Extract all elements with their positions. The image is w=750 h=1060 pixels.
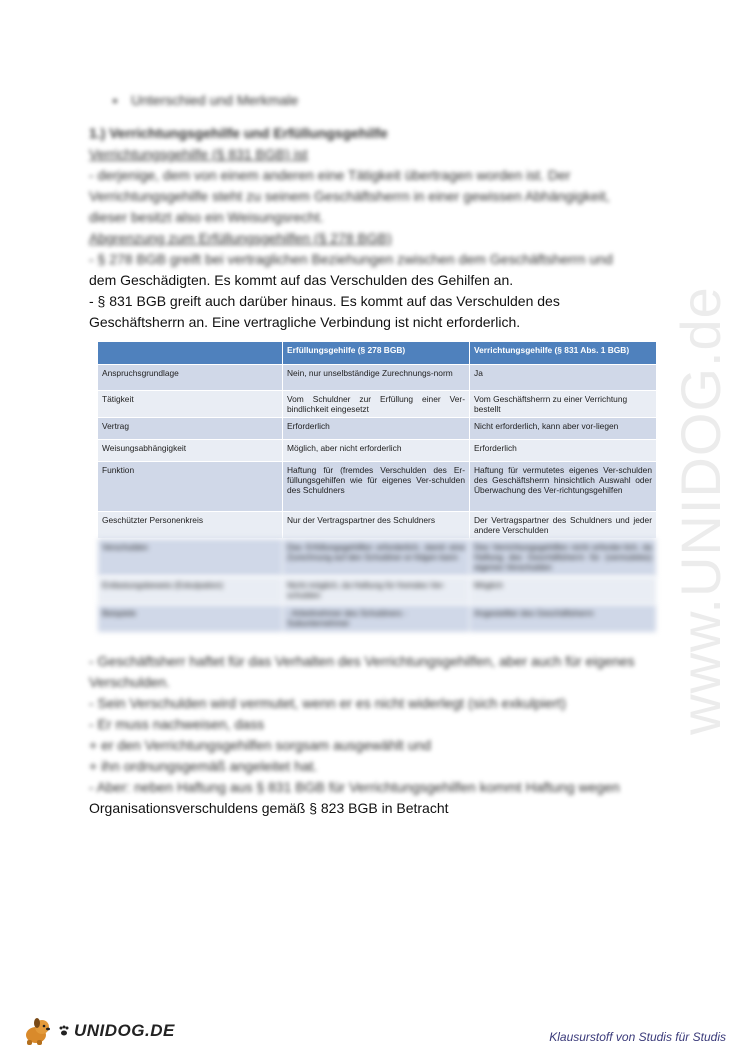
subheading-abgrenzung: Abgrenzung zum Erfüllungsgehilfen (§ 278 BGB) [89, 230, 392, 246]
table-cell: Nicht erforderlich, kann aber vor-liegen [470, 418, 657, 440]
table-cell: Tätigkeit [98, 391, 283, 418]
paragraph-line: - derjenige, dem von einem anderen eine Tätigkeit übertragen worden ist. Der [89, 167, 571, 183]
table-header-cell [98, 342, 283, 365]
bullet-text: Unterschied und Merkmale [131, 92, 299, 108]
table-cell: Beispiele [98, 605, 283, 633]
table-cell: Vom Geschäftsherrn zu einer Verrichtung bestellt [470, 391, 657, 418]
table-row [98, 577, 657, 605]
paragraph-line: - § 278 BGB greift bei vertraglichen Beziehungen zwischen dem Geschäftsherrn und [89, 251, 613, 267]
table-cell: Nur der Vertragspartner des Schuldners [283, 512, 470, 539]
table-header-cell: Verrichtungsgehilfe (§ 831 Abs. 1 BGB) [470, 342, 657, 365]
table-header-row [98, 342, 657, 365]
paragraph-line: - Er muss nachweisen, dass [89, 716, 265, 732]
table-cell: Möglich, aber nicht erforderlich [283, 440, 470, 462]
table-row [98, 418, 657, 440]
table-cell: Nicht möglich, da Haftung für fremdes Ver-schulden [283, 577, 470, 605]
table-cell: Des Verrichtungsgehilfen nicht erforder-lich, da Haftung des Geschäftsherrn für (vermutetes) eigenes Verschulden [470, 539, 657, 577]
table-cell: Ja [470, 365, 657, 391]
table-row [98, 462, 657, 512]
table-cell: Entlastungsbeweis (Exkulpation) [98, 577, 283, 605]
subheading-verrichtungsgehilfe: Verrichtungsgehilfe (§ 831 BGB) ist [89, 146, 308, 162]
paragraph-line: Verrichtungsgehilfe steht zu seinem Geschäftsherrn in einer gewissen Abhängigkeit, [89, 188, 610, 204]
paragraph-line: dem Geschädigten. Es kommt auf das Verschulden des Gehilfen an. [89, 272, 514, 288]
paragraph-line: Organisationsverschuldens gemäß § 823 BGB in Betracht [89, 800, 449, 816]
table-cell: Geschützter Personenkreis [98, 512, 283, 539]
comparison-table [97, 341, 657, 633]
table-row [98, 391, 657, 418]
table-cell: Verschulden [98, 539, 283, 577]
table-cell: Funktion [98, 462, 283, 512]
bullet-item [113, 92, 298, 108]
table-cell: Erforderlich [283, 418, 470, 440]
table-cell: Möglich [470, 577, 657, 605]
table-cell: Nein, nur unselbständige Zurechnungs-norm [283, 365, 470, 391]
paragraph-line: Verschulden. [89, 674, 170, 690]
watermark-text: www.UNIDOG.de [668, 285, 732, 735]
section-heading: 1.) Verrichtungsgehilfe und Erfüllungsgehilfe [89, 125, 388, 141]
table-row [98, 512, 657, 539]
table-row [98, 605, 657, 633]
paragraph-line: - Aber: neben Haftung aus § 831 BGB für Verrichtungsgehilfen kommt Haftung wegen [89, 779, 620, 795]
table-row [98, 539, 657, 577]
table-cell: Vom Schuldner zur Erfüllung einer Ver-bindlichkeit eingesetzt [283, 391, 470, 418]
table-cell: Haftung für vermutetes eigenes Ver-schulden des Geschäftsherrn hinsichtlich Auswahl oder Überwachung des Ver-richtungsgehilfen [470, 462, 657, 512]
unidog-logo[interactable] [22, 1016, 175, 1046]
paragraph-line: - Sein Verschulden wird vermutet, wenn er es nicht widerlegt (sich exkulpiert) [89, 695, 566, 711]
bullet-dot-icon [113, 99, 117, 103]
paw-icon [58, 1025, 70, 1037]
paragraph-line: - Geschäftsherr haftet für das Verhalten des Verrichtungsgehilfen, aber auch für eigenes [89, 653, 635, 669]
dog-mascot-icon [22, 1016, 56, 1046]
table-cell: Weisungsabhängigkeit [98, 440, 283, 462]
table-header-cell: Erfüllungsgehilfe (§ 278 BGB) [283, 342, 470, 365]
table-row [98, 365, 657, 391]
table-cell: Haftung für (fremdes Verschulden des Er-füllungsgehilfen wie für eigenes Ver-schulden des Schuldners [283, 462, 470, 512]
table-cell: Anspruchsgrundlage [98, 365, 283, 391]
table-row [98, 440, 657, 462]
watermark [655, 280, 745, 740]
paragraph-line: Geschäftsherrn an. Eine vertragliche Verbindung ist nicht erforderlich. [89, 314, 521, 330]
table-cell: Angestellter des Geschäftsherrn [470, 605, 657, 633]
footer-slogan: Klausurstoff von Studis für Studis [549, 1030, 726, 1044]
paragraph-line: - § 831 BGB greift auch darüber hinaus. Es kommt auf das Verschulden des [89, 293, 560, 309]
paragraph-line: + er den Verrichtungsgehilfen sorgsam ausgewählt und [89, 737, 432, 753]
paragraph-line: + ihn ordnungsgemäß angeleitet hat. [89, 758, 318, 774]
table-cell: Vertrag [98, 418, 283, 440]
table-cell: Erforderlich [470, 440, 657, 462]
paragraph-line: dieser besitzt also ein Weisungsrecht. [89, 209, 324, 225]
table-cell: Der Vertragspartner des Schuldners und jeder andere Verschulden [470, 512, 657, 539]
table-cell: - Arbeitnehmer des Schuldners - Subunternehmer [283, 605, 470, 633]
logo-text: UNIDOG.DE [74, 1021, 175, 1040]
table-cell: Das Erfüllungsgehilfen erforderlich, damit eine Zurechnung auf den Schuldner er-folgen kann [283, 539, 470, 577]
